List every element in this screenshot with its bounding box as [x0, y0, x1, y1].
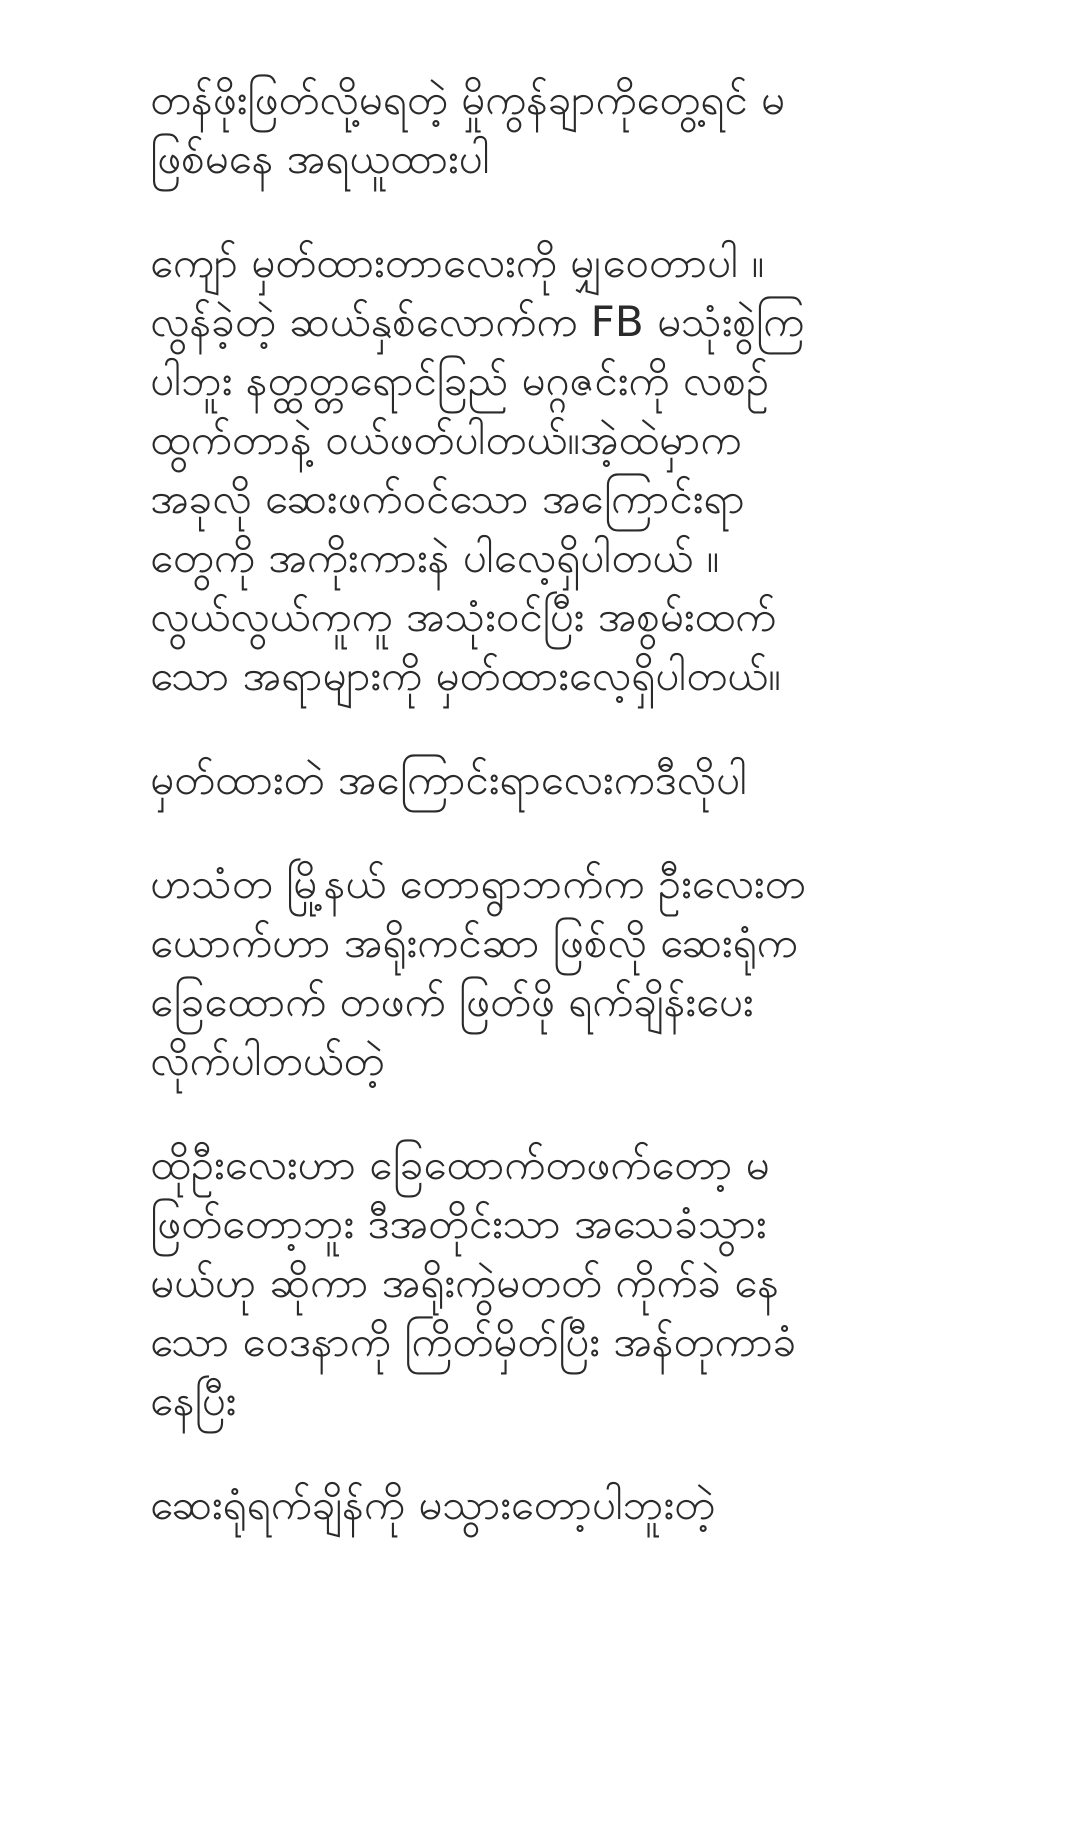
paragraph-closing: ဆေးရုံရက်ချိန်ကို မသွားတော့ပါဘူးတဲ့: [150, 1480, 715, 1529]
paragraph-background: ကျော် မှတ်ထားတာလေးကို မျှဝေတာပါ ။ လွန်ခဲ့တဲ့ ဆယ်နှစ်လောက်က FB မသုံးစွဲကြ ပါဘူး နတ္ထတ္တရောင်ခြည် မဂ္ဂဇင်းကို လစဉ် ထွက်တာနဲ့ ဝယ်ဖတ်ပါတယ်။အဲ့ထဲမှာက အခုလို ဆေးဖက်ဝင်သော အကြောင်းရာ တွေကို အကိုးကားနဲ ပါလေ့ရှိပါတယ် ။ လွယ်လွယ်ကူကူ အသုံးဝင်ပြီး အစွမ်းထက် သော အရာများကို မှတ်ထားလေ့ရှိပါတယ်။: [150, 238, 805, 700]
paragraph-intro: တန်ဖိုးဖြတ်လို့မရတဲ့ မှိုကွန်ချာကိုတွေ့ရင် မ ဖြစ်မနေ အရယူထားပါ: [150, 75, 785, 183]
paragraph-lead-in: မှတ်ထားတဲ အကြောင်းရာလေးကဒီလိုပါ: [150, 755, 748, 804]
paragraph-story: ဟသံတ မြို့နယ် တောရွာဘက်က ဦးလေးတ ယောက်ဟာ အရိုးကင်ဆာ ဖြစ်လို ဆေးရုံက ခြေထောက် တဖက် ဖြတ်ဖို ရက်ချိန်းပေး လိုက်ပါတယ်တဲ့: [150, 859, 806, 1085]
article-body: [150, 70, 990, 1534]
paragraph-decision: ထိုဦးလေးဟာ ခြေထောက်တဖက်တော့ မ ဖြတ်တော့ဘူး ဒီအတိုင်းသာ အသေခံသွား မယ်ဟု ဆိုကာ အရိုးကွဲမတတ် ကိုက်ခဲ နေ သော ဝေဒနာကို ကြိတ်မှိတ်ပြီး အန်တုကာခံ နေပြီး: [150, 1140, 797, 1425]
